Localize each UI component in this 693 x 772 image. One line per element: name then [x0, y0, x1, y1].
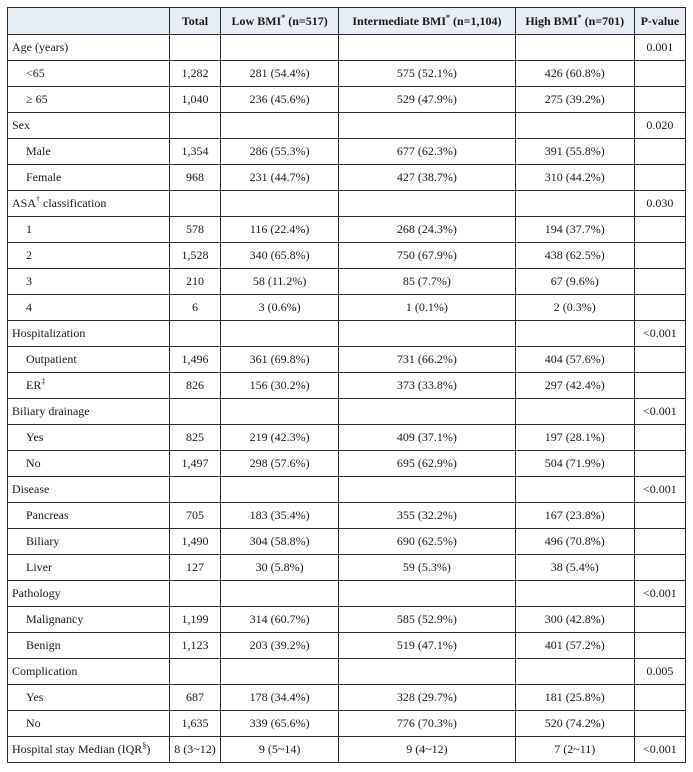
intermediate-bmi-cell: 585 (52.9%)	[339, 607, 516, 633]
table-body	[8, 35, 686, 763]
total-cell: 825	[169, 425, 220, 451]
low-bmi-cell	[221, 659, 339, 685]
total-cell: 1,354	[169, 139, 220, 165]
row-label	[8, 607, 170, 633]
intermediate-bmi-cell: 677 (62.3%)	[339, 139, 516, 165]
row-label-text: Pancreas	[26, 508, 69, 522]
total-cell: 1,496	[169, 347, 220, 373]
low-bmi-cell: 9 (5~14)	[221, 737, 339, 763]
total-cell: 1,199	[169, 607, 220, 633]
total-cell	[169, 321, 220, 347]
p-value-cell: 0.005	[634, 659, 685, 685]
row-label-text: Malignancy	[26, 612, 84, 626]
high-bmi-cell	[515, 581, 634, 607]
low-bmi-cell: 340 (65.8%)	[221, 243, 339, 269]
low-bmi-cell: 116 (22.4%)	[221, 217, 339, 243]
high-bmi-cell: 300 (42.8%)	[515, 607, 634, 633]
table-row	[8, 165, 686, 191]
total-cell: 1,040	[169, 87, 220, 113]
row-label-text: 2	[26, 248, 32, 262]
high-bmi-cell	[515, 399, 634, 425]
p-value-cell	[634, 61, 685, 87]
intermediate-bmi-cell	[339, 659, 516, 685]
p-value-cell: 0.030	[634, 191, 685, 217]
row-label-text: Liver	[26, 560, 52, 574]
row-label	[8, 529, 170, 555]
row-label	[8, 399, 170, 425]
low-bmi-cell: 203 (39.2%)	[221, 633, 339, 659]
row-label	[8, 217, 170, 243]
intermediate-bmi-cell: 9 (4~12)	[339, 737, 516, 763]
row-label-text: ≥ 65	[26, 92, 48, 106]
high-bmi-cell: 67 (9.6%)	[515, 269, 634, 295]
total-cell: 1,497	[169, 451, 220, 477]
footnote-mark: §	[142, 741, 147, 750]
high-bmi-cell: 391 (55.8%)	[515, 139, 634, 165]
high-bmi-cell: 401 (57.2%)	[515, 633, 634, 659]
row-label-text: No	[26, 716, 41, 730]
header-p-value: P-value	[634, 8, 685, 35]
p-value-cell: 0.001	[634, 35, 685, 61]
low-bmi-cell: 219 (42.3%)	[221, 425, 339, 451]
total-cell	[169, 477, 220, 503]
total-cell: 687	[169, 685, 220, 711]
row-label-text: 1	[26, 222, 32, 236]
table-row	[8, 529, 686, 555]
low-bmi-cell: 298 (57.6%)	[221, 451, 339, 477]
p-value-cell	[634, 425, 685, 451]
p-value-cell	[634, 139, 685, 165]
low-bmi-cell	[221, 113, 339, 139]
header-mid-bmi-n: (n=1,104)	[450, 13, 502, 28]
intermediate-bmi-cell: 575 (52.1%)	[339, 61, 516, 87]
row-label-text: Complication	[12, 664, 78, 678]
low-bmi-cell: 314 (60.7%)	[221, 607, 339, 633]
row-label-text: Hospital stay Median (IQR	[12, 742, 143, 756]
high-bmi-cell: 496 (70.8%)	[515, 529, 634, 555]
table-row	[8, 633, 686, 659]
total-cell: 127	[169, 555, 220, 581]
category-row	[8, 321, 686, 347]
table-row	[8, 425, 686, 451]
intermediate-bmi-cell: 776 (70.3%)	[339, 711, 516, 737]
p-value-cell	[634, 243, 685, 269]
low-bmi-cell	[221, 35, 339, 61]
table-row	[8, 685, 686, 711]
row-label-text: Benign	[26, 638, 61, 652]
total-cell: 6	[169, 295, 220, 321]
p-value-cell	[634, 503, 685, 529]
high-bmi-cell	[515, 35, 634, 61]
row-label	[8, 737, 170, 763]
total-cell: 8 (3~12)	[169, 737, 220, 763]
high-bmi-cell: 426 (60.8%)	[515, 61, 634, 87]
row-label-text: Age (years)	[12, 40, 69, 54]
row-label-text: Disease	[12, 482, 50, 496]
category-row	[8, 581, 686, 607]
row-label	[8, 243, 170, 269]
p-value-cell: <0.001	[634, 477, 685, 503]
low-bmi-cell	[221, 477, 339, 503]
footnote-mark: ‡	[41, 377, 46, 386]
row-label-suffix: classification	[40, 196, 107, 210]
row-label-text: 3	[26, 274, 32, 288]
low-bmi-cell: 183 (35.4%)	[221, 503, 339, 529]
row-label	[8, 425, 170, 451]
row-label	[8, 633, 170, 659]
row-label-text: ASA	[12, 196, 37, 210]
total-cell: 826	[169, 373, 220, 399]
intermediate-bmi-cell: 695 (62.9%)	[339, 451, 516, 477]
row-label-text: Female	[26, 170, 62, 184]
table-row	[8, 243, 686, 269]
p-value-cell	[634, 347, 685, 373]
p-value-cell	[634, 217, 685, 243]
row-label-text: <65	[26, 66, 45, 80]
total-cell	[169, 581, 220, 607]
total-cell	[169, 35, 220, 61]
header-mid-bmi-footnote-mark: *	[446, 12, 450, 22]
row-label	[8, 477, 170, 503]
low-bmi-cell: 286 (55.3%)	[221, 139, 339, 165]
high-bmi-cell: 520 (74.2%)	[515, 711, 634, 737]
low-bmi-cell: 30 (5.8%)	[221, 555, 339, 581]
row-label-text: Male	[26, 144, 51, 158]
header-low-bmi-footnote-mark: *	[281, 12, 286, 22]
high-bmi-cell: 2 (0.3%)	[515, 295, 634, 321]
category-row	[8, 399, 686, 425]
intermediate-bmi-cell	[339, 191, 516, 217]
row-label	[8, 685, 170, 711]
intermediate-bmi-cell: 690 (62.5%)	[339, 529, 516, 555]
intermediate-bmi-cell: 519 (47.1%)	[339, 633, 516, 659]
intermediate-bmi-cell: 750 (67.9%)	[339, 243, 516, 269]
row-label	[8, 191, 170, 217]
low-bmi-cell	[221, 399, 339, 425]
high-bmi-cell	[515, 113, 634, 139]
row-label	[8, 165, 170, 191]
row-label-text: Hospitalization	[12, 326, 86, 340]
category-row	[8, 659, 686, 685]
row-label-text: Biliary	[26, 534, 60, 548]
p-value-cell	[634, 269, 685, 295]
high-bmi-cell: 438 (62.5%)	[515, 243, 634, 269]
total-cell: 1,282	[169, 61, 220, 87]
low-bmi-cell: 178 (34.4%)	[221, 685, 339, 711]
low-bmi-cell: 231 (44.7%)	[221, 165, 339, 191]
high-bmi-cell: 38 (5.4%)	[515, 555, 634, 581]
table-row	[8, 711, 686, 737]
row-label	[8, 373, 170, 399]
p-value-cell	[634, 295, 685, 321]
header-high-bmi-footnote-mark: *	[577, 12, 582, 22]
p-value-cell: 0.020	[634, 113, 685, 139]
row-label	[8, 581, 170, 607]
low-bmi-cell	[221, 321, 339, 347]
row-label	[8, 139, 170, 165]
row-label-text: Sex	[12, 118, 30, 132]
total-cell	[169, 113, 220, 139]
header-blank	[8, 8, 170, 35]
low-bmi-cell: 304 (58.8%)	[221, 529, 339, 555]
header-row	[8, 8, 686, 35]
table-row	[8, 347, 686, 373]
p-value-cell: <0.001	[634, 399, 685, 425]
intermediate-bmi-cell	[339, 35, 516, 61]
low-bmi-cell: 156 (30.2%)	[221, 373, 339, 399]
high-bmi-cell: 275 (39.2%)	[515, 87, 634, 113]
total-cell: 578	[169, 217, 220, 243]
p-value-cell	[634, 711, 685, 737]
low-bmi-cell: 58 (11.2%)	[221, 269, 339, 295]
low-bmi-cell	[221, 581, 339, 607]
high-bmi-cell	[515, 191, 634, 217]
category-row	[8, 35, 686, 61]
total-cell: 1,528	[169, 243, 220, 269]
p-value-cell: <0.001	[634, 737, 685, 763]
header-low-bmi-n: (n=517)	[285, 13, 328, 28]
high-bmi-cell: 504 (71.9%)	[515, 451, 634, 477]
footnote-mark: †	[36, 195, 41, 204]
intermediate-bmi-cell	[339, 477, 516, 503]
header-high-bmi-n: (n=701)	[581, 13, 625, 28]
row-label	[8, 555, 170, 581]
p-value-cell	[634, 529, 685, 555]
high-bmi-cell: 310 (44.2%)	[515, 165, 634, 191]
total-cell: 705	[169, 503, 220, 529]
row-label	[8, 269, 170, 295]
p-value-cell	[634, 373, 685, 399]
high-bmi-cell	[515, 321, 634, 347]
total-cell	[169, 399, 220, 425]
high-bmi-cell: 404 (57.6%)	[515, 347, 634, 373]
category-row	[8, 113, 686, 139]
intermediate-bmi-cell	[339, 399, 516, 425]
header-high-bmi-label: High BMI	[525, 13, 578, 28]
table-row	[8, 61, 686, 87]
row-label-suffix: )	[146, 742, 151, 756]
row-label	[8, 503, 170, 529]
table-container	[7, 7, 686, 763]
table-row	[8, 737, 686, 763]
low-bmi-cell: 281 (54.4%)	[221, 61, 339, 87]
row-label-text: Biliary drainage	[12, 404, 90, 418]
category-row	[8, 477, 686, 503]
category-row	[8, 191, 686, 217]
high-bmi-cell	[515, 659, 634, 685]
row-label	[8, 87, 170, 113]
row-label-text: Yes	[26, 430, 44, 444]
table-row	[8, 451, 686, 477]
row-label	[8, 295, 170, 321]
total-cell: 1,123	[169, 633, 220, 659]
high-bmi-cell: 181 (25.8%)	[515, 685, 634, 711]
row-label	[8, 35, 170, 61]
table-row	[8, 217, 686, 243]
high-bmi-cell: 197 (28.1%)	[515, 425, 634, 451]
total-cell	[169, 191, 220, 217]
p-value-cell	[634, 607, 685, 633]
table-row	[8, 269, 686, 295]
table-header	[8, 8, 686, 35]
header-low-bmi	[221, 8, 339, 35]
intermediate-bmi-cell: 373 (33.8%)	[339, 373, 516, 399]
table-row	[8, 555, 686, 581]
low-bmi-cell: 236 (45.6%)	[221, 87, 339, 113]
header-high-bmi	[515, 8, 634, 35]
p-value-cell	[634, 633, 685, 659]
total-cell: 1,635	[169, 711, 220, 737]
intermediate-bmi-cell: 268 (24.3%)	[339, 217, 516, 243]
intermediate-bmi-cell	[339, 581, 516, 607]
low-bmi-cell: 361 (69.8%)	[221, 347, 339, 373]
table-row	[8, 87, 686, 113]
row-label	[8, 659, 170, 685]
row-label	[8, 321, 170, 347]
low-bmi-cell: 339 (65.6%)	[221, 711, 339, 737]
high-bmi-cell	[515, 477, 634, 503]
p-value-cell	[634, 87, 685, 113]
table-row	[8, 139, 686, 165]
intermediate-bmi-cell: 427 (38.7%)	[339, 165, 516, 191]
row-label	[8, 61, 170, 87]
table-row	[8, 295, 686, 321]
high-bmi-cell: 194 (37.7%)	[515, 217, 634, 243]
intermediate-bmi-cell: 731 (66.2%)	[339, 347, 516, 373]
p-value-cell: <0.001	[634, 581, 685, 607]
row-label	[8, 113, 170, 139]
header-low-bmi-label: Low BMI	[231, 13, 282, 28]
p-value-cell	[634, 685, 685, 711]
row-label-text: ER	[26, 378, 42, 392]
row-label	[8, 451, 170, 477]
total-cell: 1,490	[169, 529, 220, 555]
high-bmi-cell: 297 (42.4%)	[515, 373, 634, 399]
total-cell: 968	[169, 165, 220, 191]
row-label-text: Pathology	[12, 586, 61, 600]
header-total: Total	[169, 8, 220, 35]
high-bmi-cell: 167 (23.8%)	[515, 503, 634, 529]
total-cell: 210	[169, 269, 220, 295]
row-label-text: No	[26, 456, 41, 470]
high-bmi-cell: 7 (2~11)	[515, 737, 634, 763]
table-row	[8, 607, 686, 633]
intermediate-bmi-cell: 59 (5.3%)	[339, 555, 516, 581]
p-value-cell	[634, 451, 685, 477]
low-bmi-cell	[221, 191, 339, 217]
intermediate-bmi-cell	[339, 321, 516, 347]
table-row	[8, 503, 686, 529]
intermediate-bmi-cell: 328 (29.7%)	[339, 685, 516, 711]
row-label-text: Outpatient	[26, 352, 77, 366]
header-intermediate-bmi	[339, 8, 516, 35]
p-value-cell	[634, 555, 685, 581]
intermediate-bmi-cell: 355 (32.2%)	[339, 503, 516, 529]
total-cell	[169, 659, 220, 685]
intermediate-bmi-cell	[339, 113, 516, 139]
intermediate-bmi-cell: 409 (37.1%)	[339, 425, 516, 451]
row-label-text: 4	[26, 300, 32, 314]
row-label	[8, 711, 170, 737]
intermediate-bmi-cell: 1 (0.1%)	[339, 295, 516, 321]
low-bmi-cell: 3 (0.6%)	[221, 295, 339, 321]
row-label-text: Yes	[26, 690, 44, 704]
intermediate-bmi-cell: 85 (7.7%)	[339, 269, 516, 295]
header-mid-bmi-label: Intermediate BMI	[352, 13, 446, 28]
p-value-cell: <0.001	[634, 321, 685, 347]
row-label	[8, 347, 170, 373]
intermediate-bmi-cell: 529 (47.9%)	[339, 87, 516, 113]
data-table	[7, 7, 686, 763]
table-row	[8, 373, 686, 399]
p-value-cell	[634, 165, 685, 191]
